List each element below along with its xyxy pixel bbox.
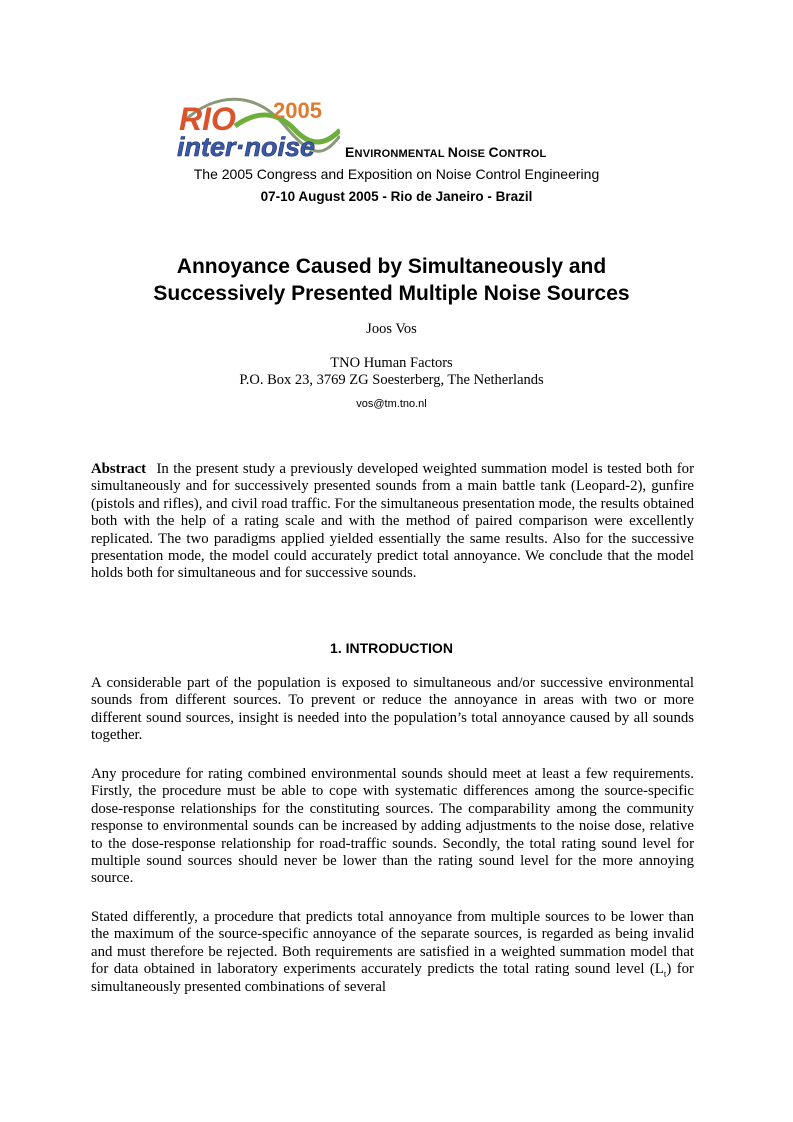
conference-subtitle: The 2005 Congress and Exposition on Noise Control Engineering xyxy=(193,166,600,182)
logo-rio-text: RIO xyxy=(179,101,236,137)
conf-name-cap-1: E xyxy=(345,144,355,160)
conf-name-rest-3: ONTROL xyxy=(498,148,547,160)
intro-paragraph-2: Any procedure for rating combined environmental sounds should meet at least a few requirements. Firstly, the procedure must be able to cope with systematic differences among the source-specific dose-response relationships for the constituting sources. The comparability among the community response to environmental sounds can be increased by adding adjustments to the noise dose, relative to the dose-response relationship for road-traffic sounds. Secondly, the total rating sound level for multiple sound sources should never be lower than the rating sound level for the more annoying source. xyxy=(91,766,694,887)
author-email[interactable]: vos@tm.tno.nl xyxy=(356,398,427,410)
conference-date: 07-10 August 2005 - Rio de Janeiro - Brazil xyxy=(260,189,533,204)
conf-name-rest-1: NVIRONMENTAL xyxy=(354,148,448,160)
abstract-text: In the present study a previously developed weighted summation model is tested both for simultaneously and for successively presented sounds from a main battle tank (Leopard-2), gunfire (pistols and rifles), and civil road traffic. For the simultaneous presentation mode, the results obtained both with the help of a rating scale and with the method of paired comparison were excellently replicated. The two paradigms applied yielded essentially the same results. Also for the successive presentation mode, the model could accurately predict total annoyance. We conclude that the model holds both for simultaneous and for successive sounds. xyxy=(91,461,695,582)
affiliation-line-2: P.O. Box 23, 3769 ZG Soesterberg, The Netherlands xyxy=(239,372,544,388)
conf-name-cap-2: N xyxy=(447,144,459,160)
logo-internoise-text: inter·noise xyxy=(177,132,316,162)
logo-year-text: 2005 xyxy=(273,98,322,123)
intro-p3-text-a: Stated differently, a procedure that predicts total annoyance from multiple sources to be lower than the maximum of the source-specific annoyance of the separate sources, is regarded as being invalid and must therefore be rejected. Both requirements are satisfied in a weighted summation model that for data obtained in laboratory experiments accurately predicts the total rating sound level (L xyxy=(91,909,694,978)
intro-paragraph-3 xyxy=(91,909,694,996)
conference-name xyxy=(345,144,546,160)
abstract-label: Abstract xyxy=(91,461,147,477)
title-line-2: Successively Presented Multiple Noise Sources xyxy=(153,282,630,305)
rio-internoise-2005-logo xyxy=(175,96,340,162)
title-line-1: Annoyance Caused by Simultaneously and xyxy=(176,255,607,278)
intro-p3-text-b: ) for simultaneously presented combinations of several xyxy=(91,961,694,995)
abstract-paragraph xyxy=(91,461,694,583)
author-name: Joos Vos xyxy=(366,321,417,337)
intro-p3-subscript: t xyxy=(663,969,667,980)
conf-name-cap-3: C xyxy=(488,144,499,160)
affiliation-line-1: TNO Human Factors xyxy=(330,355,453,371)
author-affiliation xyxy=(0,355,783,389)
paper-title xyxy=(90,253,693,307)
section-heading-introduction: 1. INTRODUCTION xyxy=(330,640,453,656)
intro-paragraph-1: A considerable part of the population is exposed to simultaneous and/or successive environmental sounds from different sources. To prevent or reduce the annoyance in areas with two or more different sound sources, insight is needed into the population’s total annoyance caused by all sounds together. xyxy=(91,675,694,744)
conf-name-rest-2: OISE xyxy=(458,148,489,160)
